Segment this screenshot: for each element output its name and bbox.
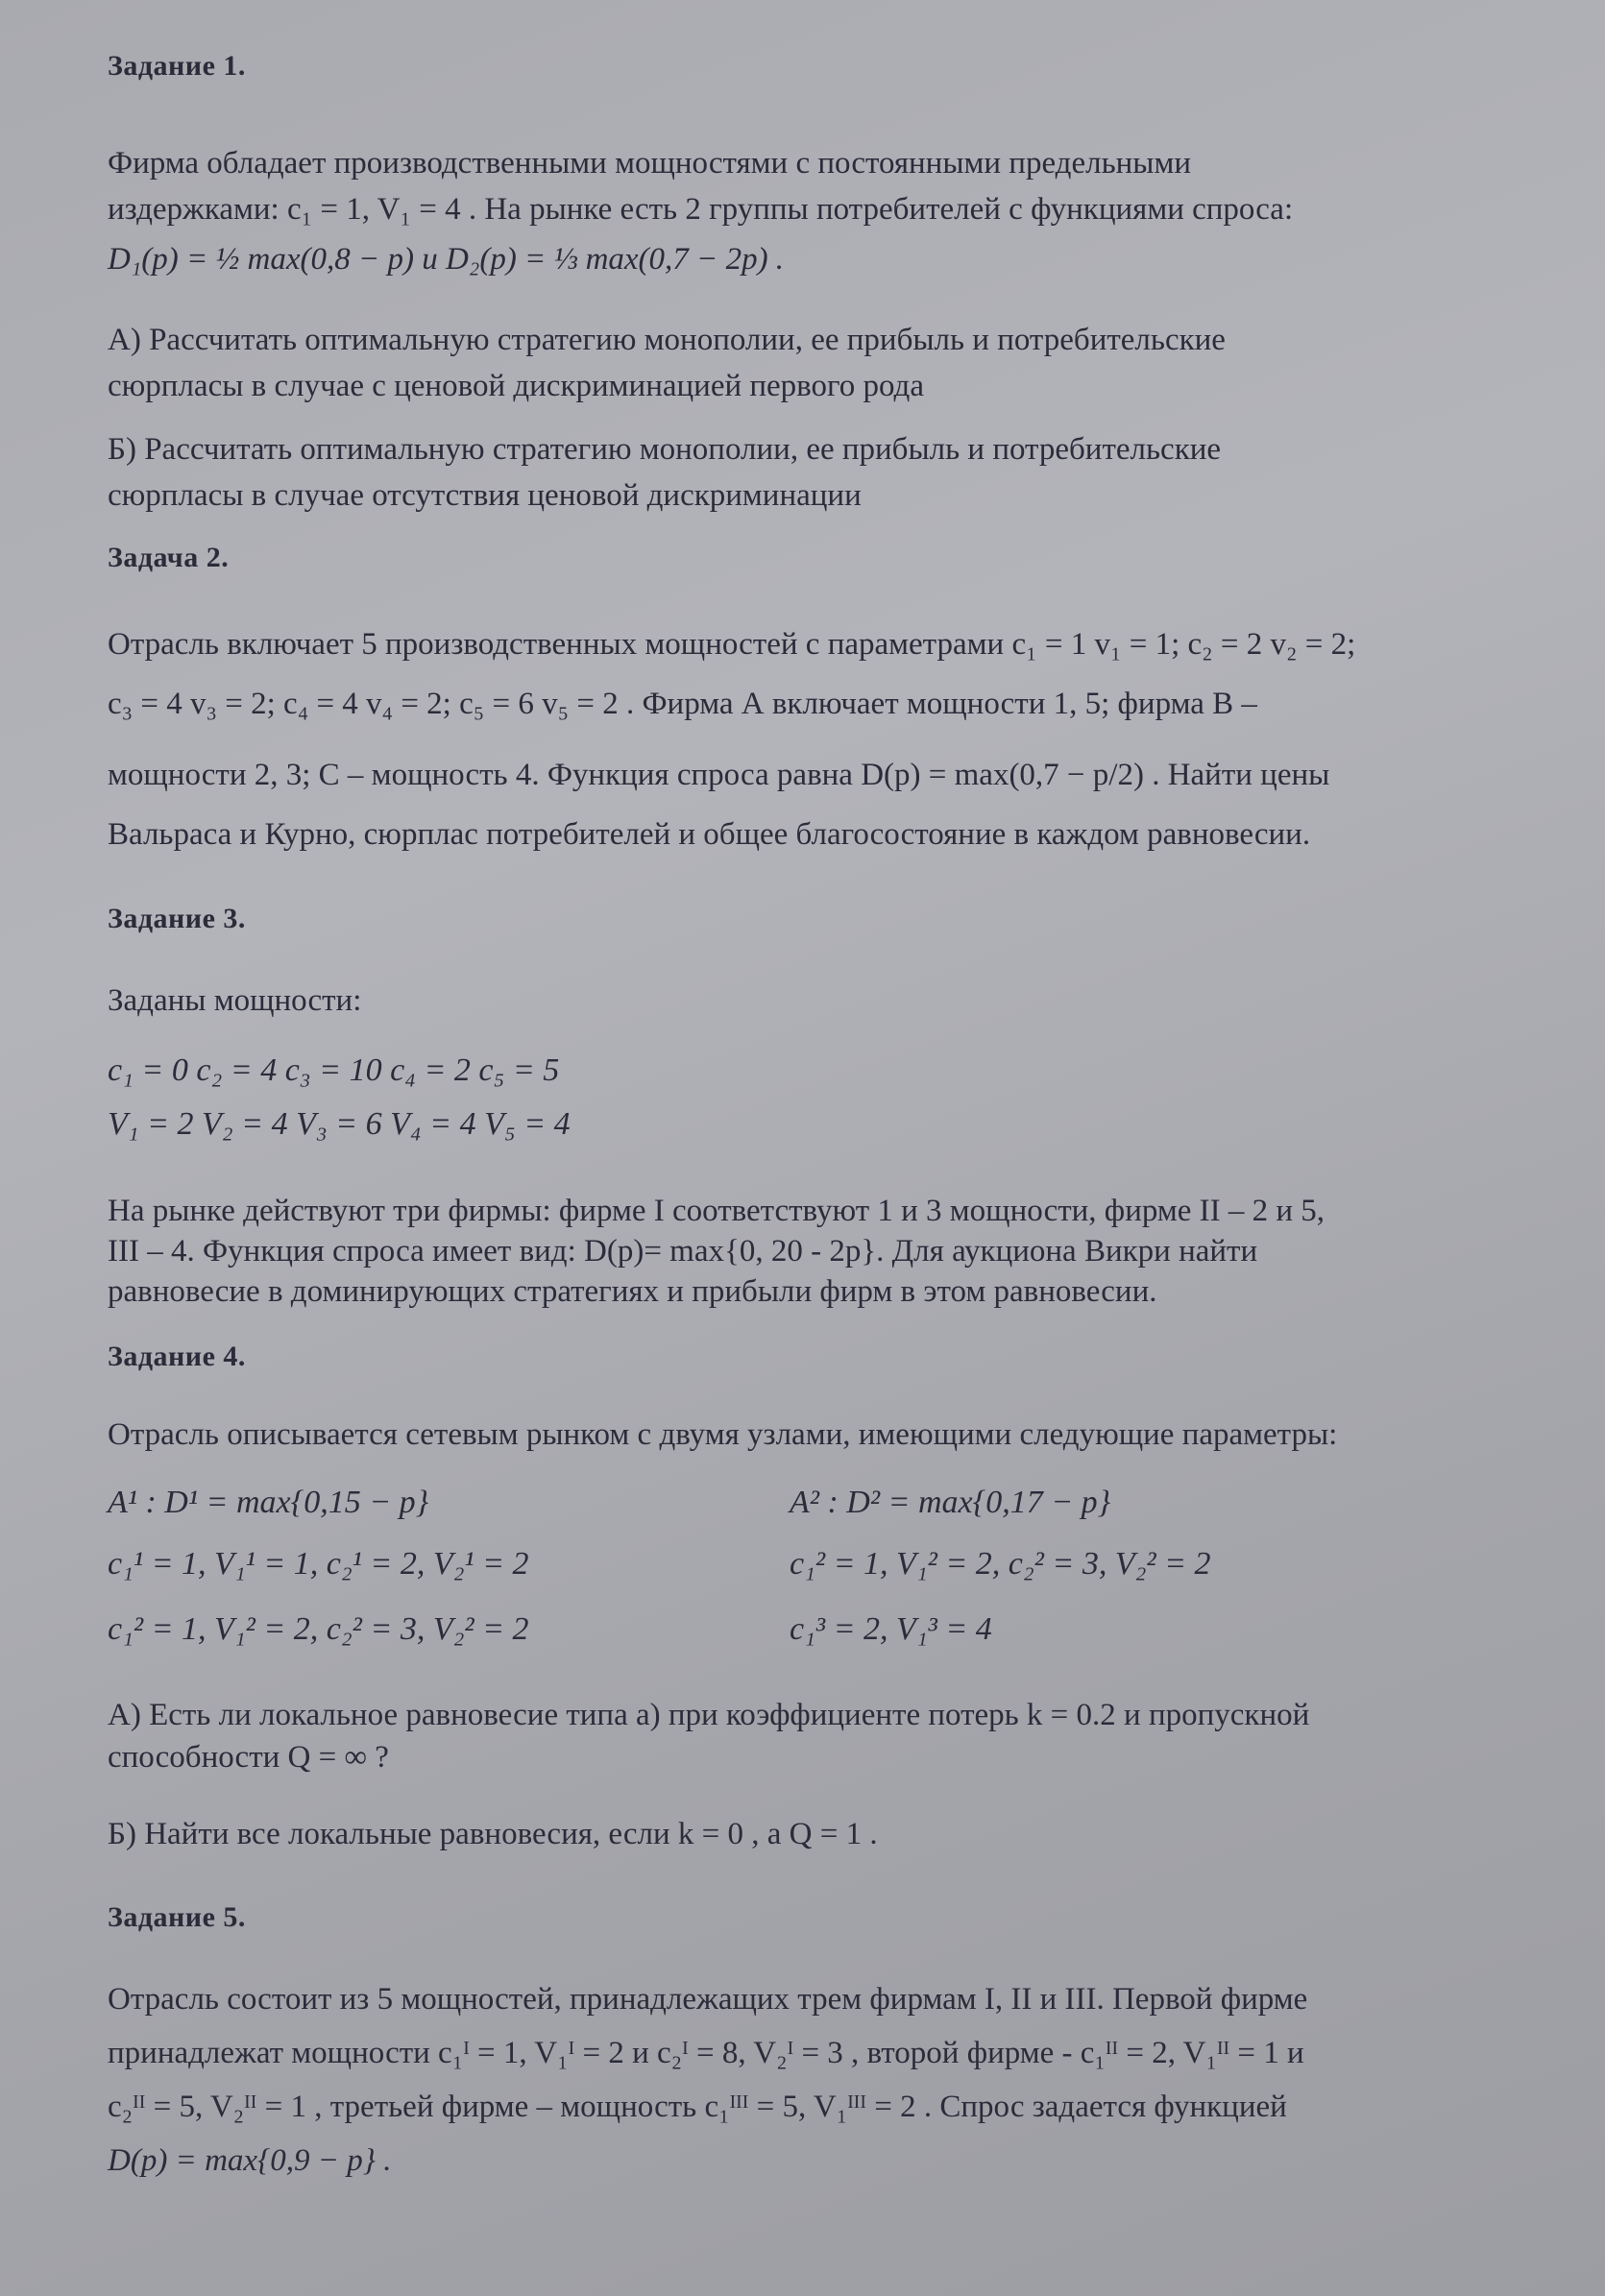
task1-demand-formula: D₁(p) = ½ max(0,8 − p) и D₂(p) = ⅓ max(0,7 − 2p) . — [108, 242, 785, 277]
task1-part-a-line1: А) Рассчитать оптимальную стратегию монополии, ее прибыль и потребительские — [108, 323, 1226, 357]
task5-line2: принадлежат мощности c₁ᴵ = 1, V₁ᴵ = 2 и c₂ᴵ = 8, V₂ᴵ = 3 , второй фирме - c₁ᴵᴵ = 2, V₁ᴵᴵ = 1 и — [108, 2036, 1304, 2070]
task1-heading: Задание 1. — [108, 50, 246, 82]
task3-line2: III – 4. Функция спроса имеет вид: D(p)= max{0, 20 - 2p}. Для аукциона Викри найти — [108, 1234, 1258, 1269]
task4-part-a — [108, 1694, 1515, 1778]
task4-part-b: Б) Найти все локальные равновесия, если k = 0 , а Q = 1 . — [108, 1817, 878, 1851]
task4-node1-params2: c₁² = 1, V₁² = 2, c₂² = 3, V₂² = 2 — [108, 1611, 529, 1647]
task1-part-b-line2: сюрпласы в случае отсутствия ценовой дискриминации — [108, 478, 862, 513]
task4-part-a-line1: А) Есть ли локальное равновесие типа а) при коэффициенте потерь k = 0.2 и пропускной — [108, 1698, 1310, 1732]
task3-line1: На рынке действуют три фирмы: фирме I соответствуют 1 и 3 мощности, фирме II – 2 и 5, — [108, 1194, 1325, 1228]
task4-heading: Задание 4. — [108, 1341, 246, 1372]
task1-part-a-line2: сюрпласы в случае с ценовой дискриминацией первого рода — [108, 369, 924, 403]
task1-intro — [108, 140, 1515, 282]
task1-intro-line1: Фирма обладает производственными мощностями с постоянными предельными — [108, 146, 1191, 181]
task2-line3: мощности 2, 3; С – мощность 4. Функция спроса равна D(p) = max(0,7 − p/2) . Найти цены — [108, 758, 1330, 792]
task1-part-b — [108, 426, 1515, 519]
task3-body — [108, 1191, 1515, 1312]
task3-capacity-row: V₁ = 2 V₂ = 4 V₃ = 6 V₄ = 4 V₅ = 4 — [108, 1106, 571, 1142]
task2-line1: Отрасль включает 5 производственных мощностей с параметрами c₁ = 1 v₁ = 1; c₂ = 2 v₂ = 2; — [108, 627, 1356, 662]
task3-heading: Задание 3. — [108, 903, 246, 934]
task4-node2-params2: c₁³ = 2, V₁³ = 4 — [790, 1611, 992, 1647]
task4-node2-params: c₁² = 1, V₁² = 2, c₂² = 3, V₂² = 2 — [790, 1546, 1211, 1582]
task5-body — [108, 1972, 1515, 2187]
task2-line4: Вальраса и Курно, сюрплас потребителей и общее благосостояние в каждом равновесии. — [108, 817, 1311, 852]
task1-part-b-line1: Б) Рассчитать оптимальную стратегию монополии, ее прибыль и потребительские — [108, 432, 1222, 467]
task3-cost-row: c₁ = 0 c₂ = 4 c₃ = 10 c₄ = 2 c₅ = 5 — [108, 1052, 560, 1088]
task4-intro: Отрасль описывается сетевым рынком с двумя узлами, имеющими следующие параметры: — [108, 1417, 1338, 1452]
task4-node2-demand: A² : D² = max{0,17 − p} — [790, 1485, 1111, 1520]
task5-line1: Отрасль состоит из 5 мощностей, принадлежащих трем фирмам I, II и III. Первой фирме — [108, 1982, 1308, 2017]
task2-heading: Задача 2. — [108, 542, 230, 573]
task2-line2: c₃ = 4 v₃ = 2; c₄ = 4 v₄ = 2; c₅ = 6 v₅ = 2 . Фирма А включает мощности 1, 5; фирма В – — [108, 687, 1257, 721]
task5-line3: c₂ᴵᴵ = 5, V₂ᴵᴵ = 1 , третьей фирме – мощность c₁ᴵᴵᴵ = 5, V₁ᴵᴵᴵ = 2 . Спрос задается функцией — [108, 2090, 1287, 2124]
task5-demand-formula: D(p) = max{0,9 − p} . — [108, 2143, 392, 2178]
task4-node1-demand: A¹ : D¹ = max{0,15 − p} — [108, 1485, 429, 1520]
task1-intro-line2: издержками: c₁ = 1, V₁ = 4 . На рынке есть 2 группы потребителей с функциями спроса: — [108, 192, 1294, 227]
task4-part-a-line2: способности Q = ∞ ? — [108, 1740, 389, 1775]
task3-line3: равновесие в доминирующих стратегиях и прибыли фирм в этом равновесии. — [108, 1274, 1157, 1309]
task1-part-a — [108, 317, 1515, 409]
task2-body — [108, 615, 1515, 864]
task3-intro: Заданы мощности: — [108, 983, 362, 1018]
task4-node1-params: c₁¹ = 1, V₁¹ = 1, c₂¹ = 2, V₂¹ = 2 — [108, 1546, 529, 1582]
task5-heading: Задание 5. — [108, 1901, 246, 1933]
